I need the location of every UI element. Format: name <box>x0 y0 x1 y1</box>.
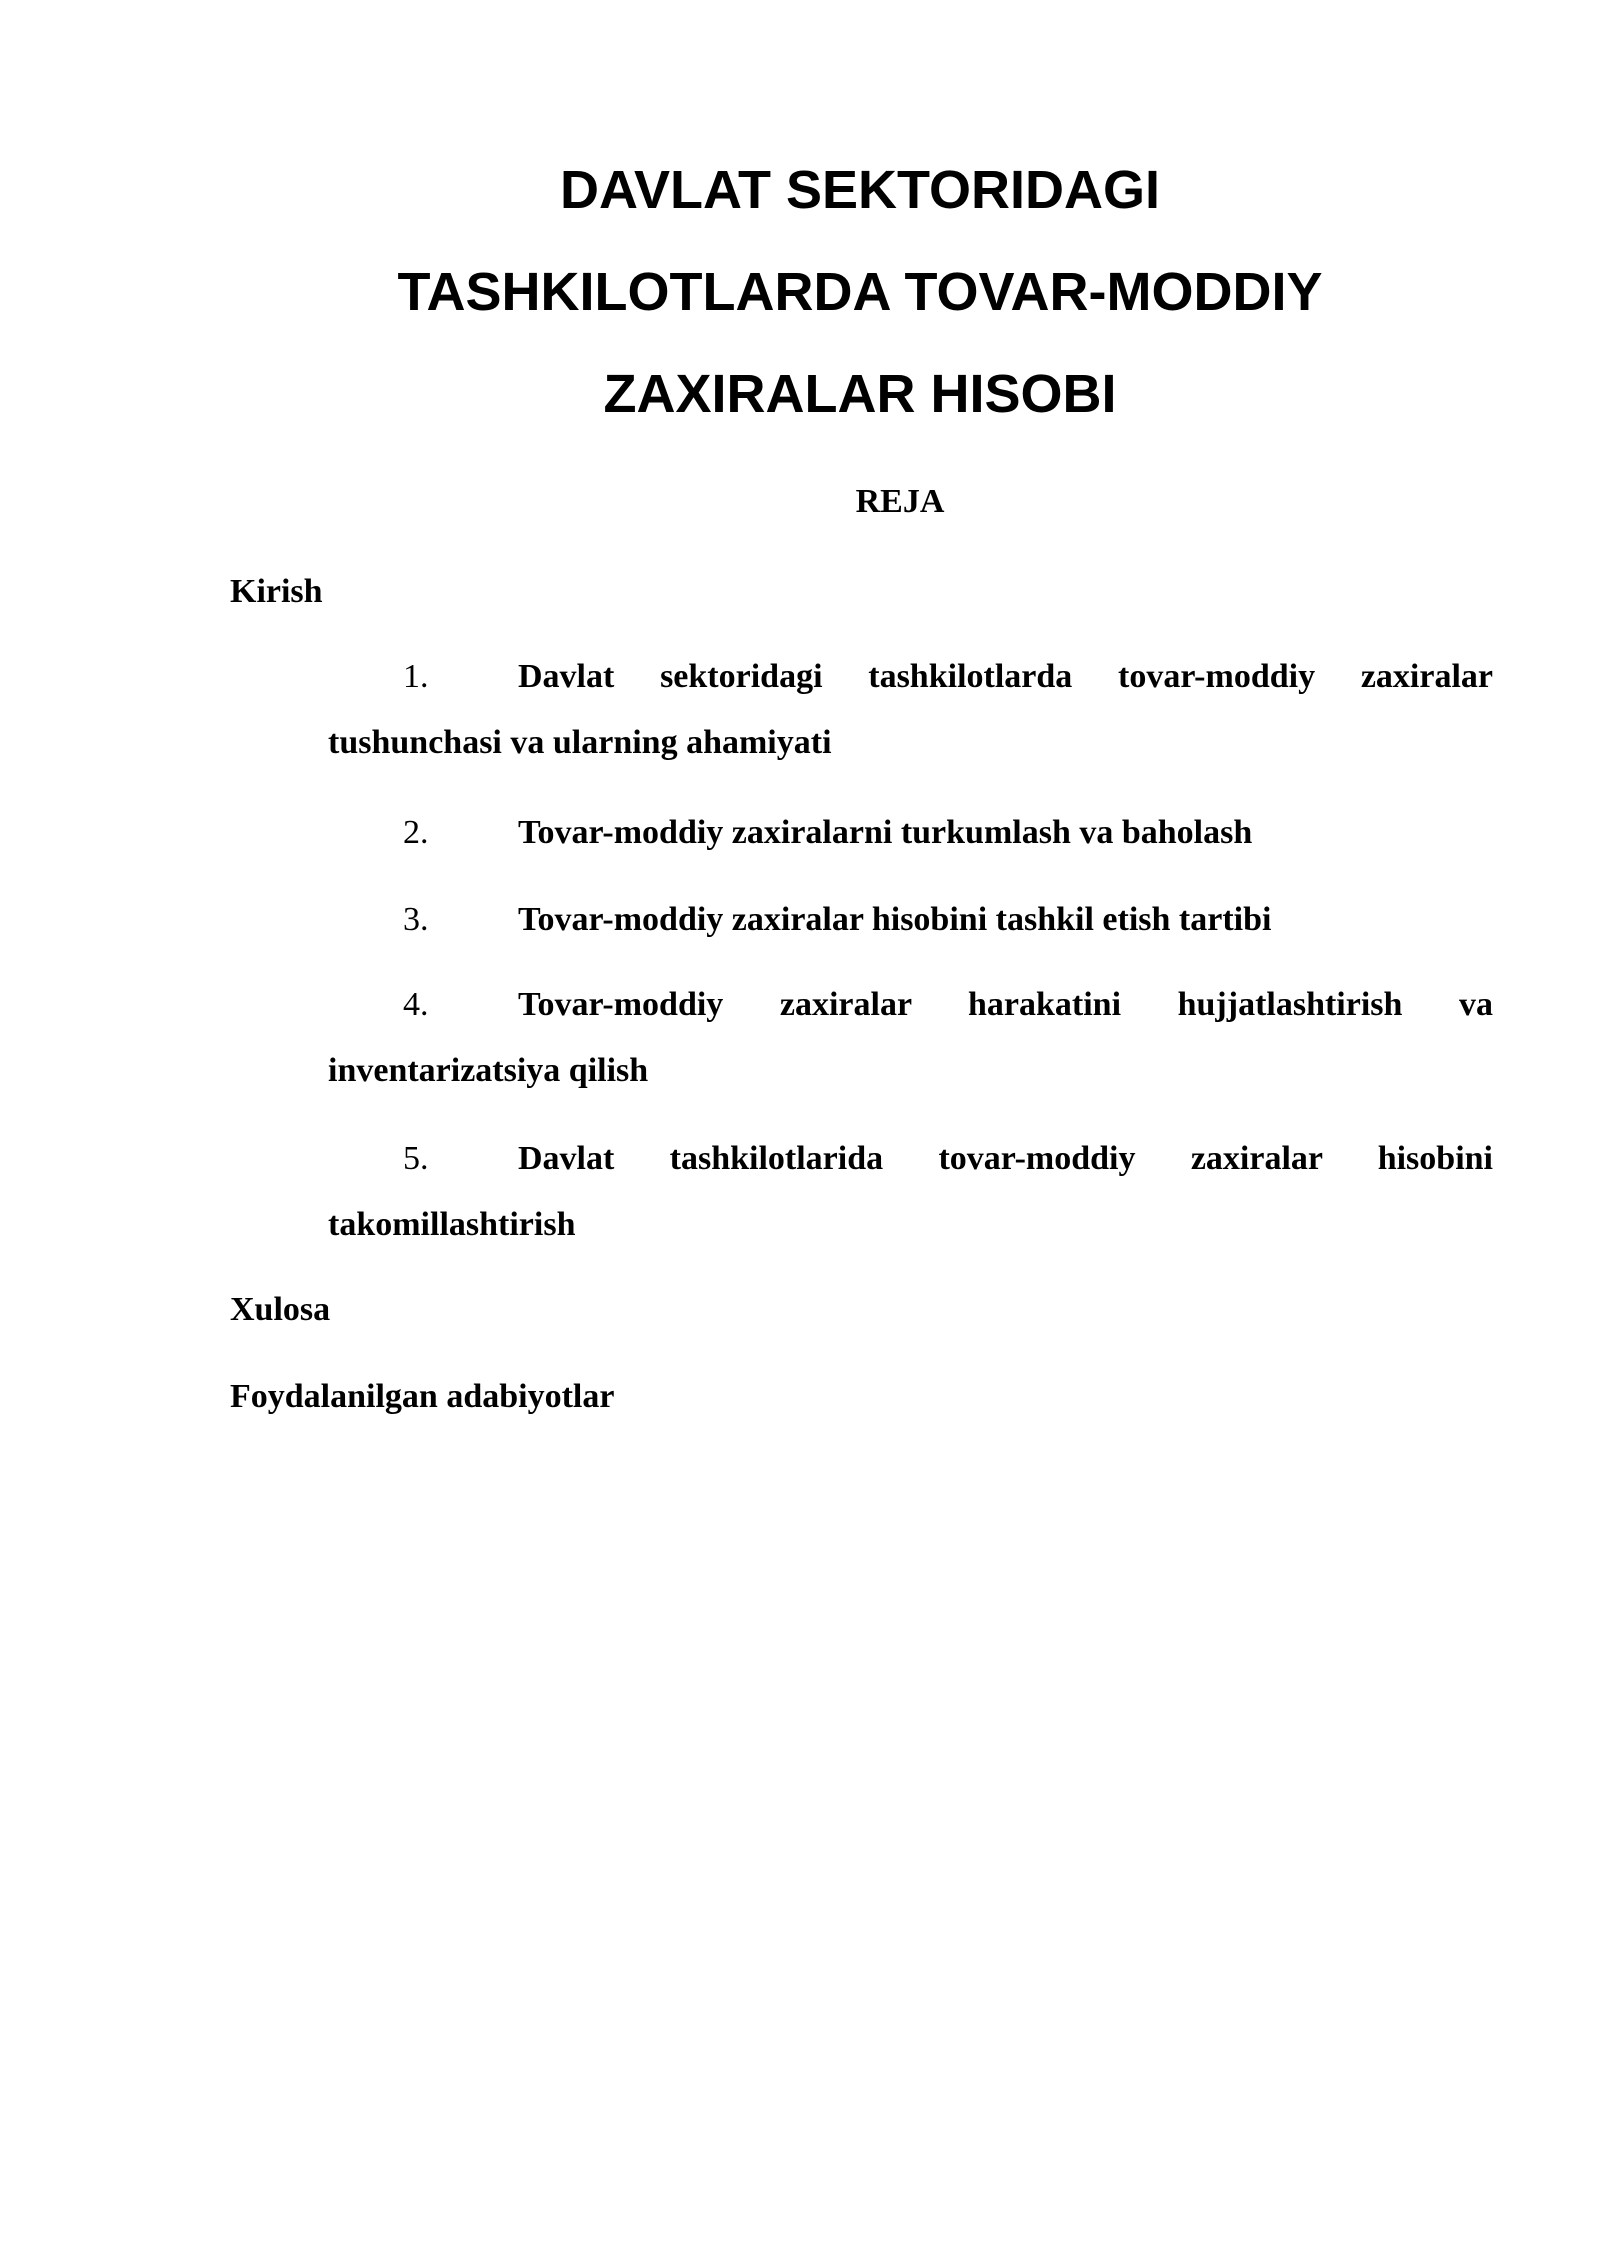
plan-intro: Kirish <box>230 573 323 610</box>
plan-item-text-continued: tushunchasi va ularning ahamiyati <box>328 724 832 761</box>
document-title-line-3: ZAXIRALAR HISOBI <box>603 364 1117 424</box>
plan-item-4 <box>328 972 1493 1104</box>
plan-item-number: 2. <box>403 814 429 851</box>
plan-item-1 <box>328 644 1493 776</box>
plan-item-text: Davlat sektoridagi tashkilotlarda tovar-moddiy zaxiralar <box>518 658 1493 695</box>
document-title-line-2: TASHKILOTLARDA TOVAR-MODDIY <box>397 262 1323 322</box>
plan-references: Foydalanilgan adabiyotlar <box>230 1378 615 1415</box>
plan-item-2 <box>328 800 1493 866</box>
plan-item-text-continued: inventarizatsiya qilish <box>328 1052 649 1089</box>
plan-item-text: Davlat tashkilotlarida tovar-moddiy zaxiralar hisobini <box>518 1140 1493 1177</box>
plan-item-number: 4. <box>403 986 429 1023</box>
plan-item-text: Tovar-moddiy zaxiralarni turkumlash va baholash <box>518 814 1253 851</box>
plan-item-text-continued: takomillashtirish <box>328 1206 576 1243</box>
plan-item-number: 3. <box>403 901 429 938</box>
document-title-line-1: DAVLAT SEKTORIDAGI <box>559 160 1160 220</box>
plan-item-number: 1. <box>403 658 429 695</box>
plan-item-text: Tovar-moddiy zaxiralar hisobini tashkil etish tartibi <box>518 901 1272 938</box>
plan-item-5 <box>328 1126 1493 1258</box>
plan-item-number: 5. <box>403 1140 429 1177</box>
plan-item-text: Tovar-moddiy zaxiralar harakatini hujjatlashtirish va <box>518 986 1493 1023</box>
plan-heading: REJA <box>855 483 945 520</box>
plan-conclusion: Xulosa <box>230 1291 331 1328</box>
plan-item-3 <box>328 887 1493 953</box>
